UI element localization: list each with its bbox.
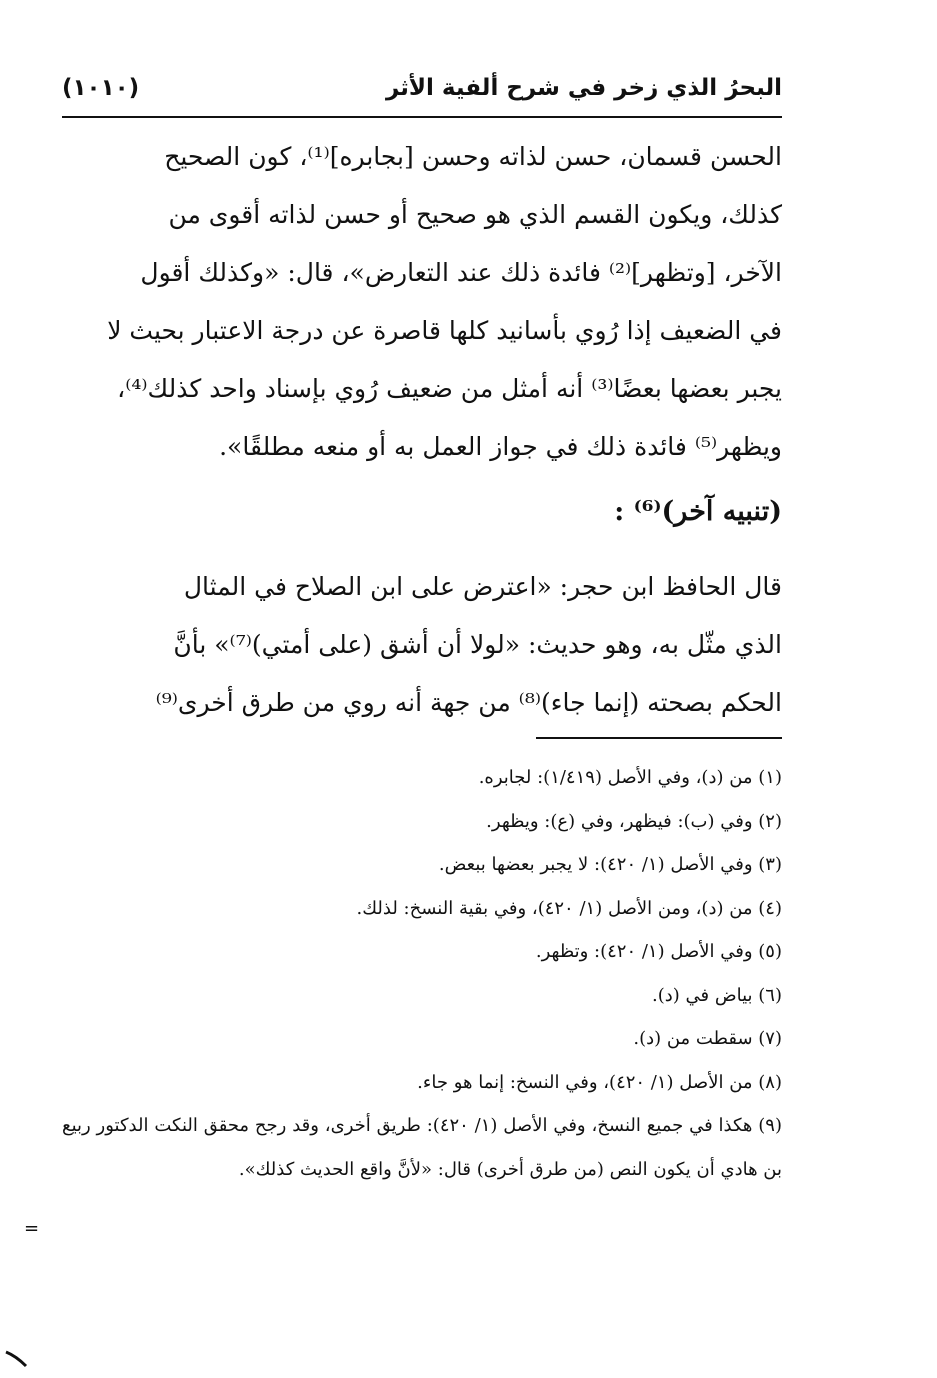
header-rule xyxy=(62,116,782,118)
text-line: الآخر، [وتظهر]⁽²⁾ فائدة ذلك عند التعارض»، قال: «وكذلك أقول xyxy=(140,258,782,287)
margin-mark: = xyxy=(24,1218,40,1239)
footnote: (٨) من الأصل (١/ ٤٢٠)، وفي النسخ: إنما هو جاء. xyxy=(417,1071,782,1093)
main-text xyxy=(62,128,782,476)
text-line: قال الحافظ ابن حجر: «اعترض على ابن الصلاح في المثال xyxy=(183,572,782,601)
scan-artifact-icon xyxy=(4,1348,34,1368)
book-title: البحرُ الذي زخر في شرح ألفية الأثر xyxy=(385,75,782,101)
text-line: في الضعيف إذا رُوي بأسانيد كلها قاصرة عن درجة الاعتبار بحيث لا xyxy=(107,316,782,345)
text-line: الحكم بصحته (إنما جاء)⁽⁸⁾ من جهة أنه روي من طرق أخرى⁽⁹⁾ xyxy=(155,688,782,717)
footnote: (٧) سقطت من (د). xyxy=(633,1028,782,1049)
text-line: يجبر بعضها بعضًا⁽³⁾ أنه أمثل من ضعيف رُوي بإسناد واحد كذلك⁽⁴⁾، xyxy=(117,374,782,403)
footnote: (١) من (د)، وفي الأصل (١/٤١٩): لجابره. xyxy=(478,767,782,788)
footnote: (٩) هكذا في جميع النسخ، وفي الأصل (١/ ٤٢٠): طريق أخرى، وقد رجح محقق النكت الدكتور ربيع بن هادي أن يكون النص (من طرق أخرى) قال: «لأنَّ واقع الحديث كذلك». xyxy=(62,1115,782,1180)
footnote: (٤) من (د)، ومن الأصل (١/ ٤٢٠)، وفي بقية النسخ: لذلك. xyxy=(356,897,782,919)
text-line: كذلك، ويكون القسم الذي هو صحيح أو حسن لذاته أقوى من xyxy=(168,200,782,229)
footnote: (٣) وفي الأصل (١/ ٤٢٠): لا يجبر بعضها ببعض. xyxy=(438,854,782,875)
text-line: ويظهر⁽⁵⁾ فائدة ذلك في جواز العمل به أو منعه مطلقًا». xyxy=(219,432,782,461)
footnotes xyxy=(62,756,782,1191)
text-line: الحسن قسمان، حسن لذاته وحسن [بجابره]⁽¹⁾، كون الصحيح xyxy=(164,142,782,171)
main-text-continued xyxy=(62,558,782,732)
section-heading: (تنبيه آخر)⁽⁶⁾ : xyxy=(614,496,782,527)
running-header xyxy=(62,68,782,108)
footnote: (٥) وفي الأصل (١/ ٤٢٠): وتظهر. xyxy=(535,941,782,962)
footnote: (٦) بياض في (د). xyxy=(652,984,782,1006)
text-line: الذي مثّل به، وهو حديث: «لولا أن أشق (على أمتي)⁽⁷⁾» بأنَّ xyxy=(173,630,782,659)
footnote-separator xyxy=(536,737,782,739)
page-number: (١٠١٠) xyxy=(62,75,140,101)
footnote: (٢) وفي (ب): فيظهر، وفي (ع): ويظهر. xyxy=(486,810,782,832)
